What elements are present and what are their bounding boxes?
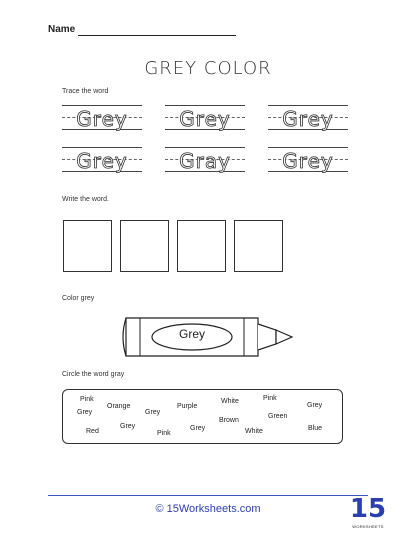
word-item[interactable]: White <box>221 398 239 405</box>
word-item[interactable]: Pink <box>157 430 171 437</box>
word-item[interactable]: Blue <box>308 425 323 432</box>
word-item[interactable]: Pink <box>80 396 94 403</box>
footer-link[interactable]: © 15Worksheets.com <box>155 503 261 515</box>
word-item[interactable]: Green <box>268 413 288 420</box>
word-item[interactable]: White <box>245 428 263 435</box>
trace-word: Grey <box>76 107 128 131</box>
word-item[interactable]: Orange <box>107 403 131 410</box>
write-box-4[interactable] <box>234 220 283 272</box>
word-item[interactable]: Grey <box>145 409 161 416</box>
logo-text: WORKSHEETS <box>352 524 384 529</box>
write-instruction: Write the word. <box>62 196 109 203</box>
word-item[interactable]: Purple <box>177 403 198 410</box>
logo-badge <box>348 494 388 534</box>
name-label: Name <box>48 24 76 35</box>
trace-word: Grey <box>282 149 334 173</box>
circle-instruction: Circle the word gray <box>62 371 125 378</box>
word-item[interactable]: Red <box>86 428 99 435</box>
footer-divider <box>48 495 368 496</box>
color-instruction: Color grey <box>62 295 95 302</box>
name-line[interactable] <box>78 35 236 36</box>
word-search-box <box>62 389 343 444</box>
trace-word: Grey <box>179 107 231 131</box>
trace-word: Grey <box>282 107 334 131</box>
logo-number: 15 <box>349 494 387 524</box>
worksheet-title: GREY COLOR <box>144 58 272 79</box>
trace-word: Grey <box>76 149 128 173</box>
trace-cell-3[interactable] <box>268 101 348 139</box>
word-item[interactable]: Grey <box>120 423 136 430</box>
trace-cell-6[interactable] <box>268 143 348 181</box>
trace-instruction: Trace the word <box>62 88 109 95</box>
word-item[interactable]: Brown <box>219 417 239 424</box>
word-item[interactable]: Grey <box>77 409 93 416</box>
write-box-1[interactable] <box>63 220 112 272</box>
crayon-label: Grey <box>178 327 205 341</box>
word-item[interactable]: Grey <box>190 425 206 432</box>
trace-cell-2[interactable] <box>165 101 245 139</box>
trace-word: Gray <box>179 149 231 173</box>
trace-cell-1[interactable] <box>62 101 142 139</box>
write-box-2[interactable] <box>120 220 169 272</box>
word-item[interactable]: Pink <box>263 395 277 402</box>
write-box-3[interactable] <box>177 220 226 272</box>
word-item[interactable]: Grey <box>307 402 323 409</box>
trace-cell-4[interactable] <box>62 143 142 181</box>
trace-cell-5[interactable] <box>165 143 245 181</box>
